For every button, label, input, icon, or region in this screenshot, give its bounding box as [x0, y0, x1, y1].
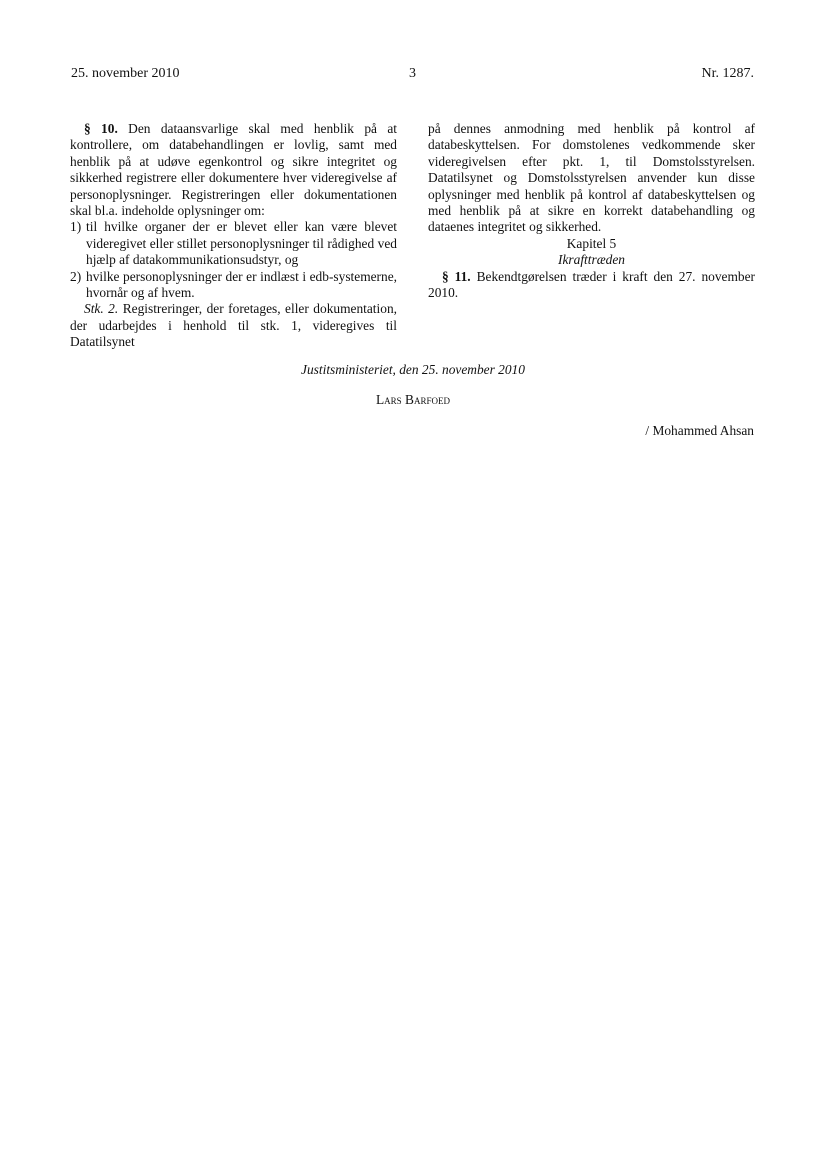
section-11-label: § 11. — [442, 268, 471, 284]
list-item-text: til hvilke organer der er blevet eller kan være blevet videregivet eller stillet personoplysninger til rådighed ved hjælp af datakommunikationsudstyr, og — [86, 219, 397, 268]
list-item-text: hvilke personoplysninger der er indlæst i edb-systemerne, hvornår og af hvem. — [86, 268, 397, 301]
section-11-paragraph — [428, 269, 755, 302]
page-number: 3 — [409, 66, 416, 81]
list-item-number: 1) — [70, 219, 82, 235]
stk-2-text: Registreringer, der foretages, eller dokumentation, der udarbejdes i henhold til stk. 1, videregives til Datatilsynet — [70, 301, 397, 350]
section-10-text: Den dataansvarlige skal med henblik på at kontrollere, om databehandlingen er lovlig, samt med henblik på at udøve egenkontrol og sikre integritet og sikkerhed registrere eller dokumentere hver videregivelse af personoplysninger. Registreringen eller dokumentationen skal bl.a. indeholde oplysninger om: — [70, 121, 398, 219]
continuation-paragraph: på dennes anmodning med henblik på kontrol af databeskyttelsen. For domstolenes vedkommende sker videregivelsen efter pkt. 1, til Domstolsstyrelsen. Datatilsynet og Domstolsstyrelsen anvender kun disse oplysninger med henblik på kontrol af databeskyttelsen og med henblik på at sikre en korrekt databehandling og dataenes integritet og sikkerhed. — [428, 121, 755, 235]
list-item — [70, 219, 397, 268]
left-column — [70, 121, 397, 351]
section-10-paragraph — [70, 121, 397, 219]
stk-2-paragraph — [70, 301, 397, 350]
header-date: 25. november 2010 — [71, 66, 180, 81]
section-11-text: Bekendtgørelsen træder i kraft den 27. november 2010. — [428, 268, 755, 301]
document-number: Nr. 1287. — [701, 66, 754, 81]
chapter-title: Ikrafttræden — [558, 252, 625, 268]
stk-2-label: Stk. 2. — [84, 301, 119, 317]
chapter-heading: Kapitel 5 — [566, 235, 617, 251]
signatory-name: Lars Barfoed — [376, 392, 450, 407]
subscriber-name: / Mohammed Ahsan — [645, 423, 754, 438]
signature-place-date: Justitsministeriet, den 25. november 2010 — [301, 362, 525, 377]
list-item-number: 2) — [70, 268, 82, 284]
right-column — [428, 121, 755, 301]
section-10-label: § 10. — [84, 121, 118, 136]
list-item — [70, 269, 397, 302]
